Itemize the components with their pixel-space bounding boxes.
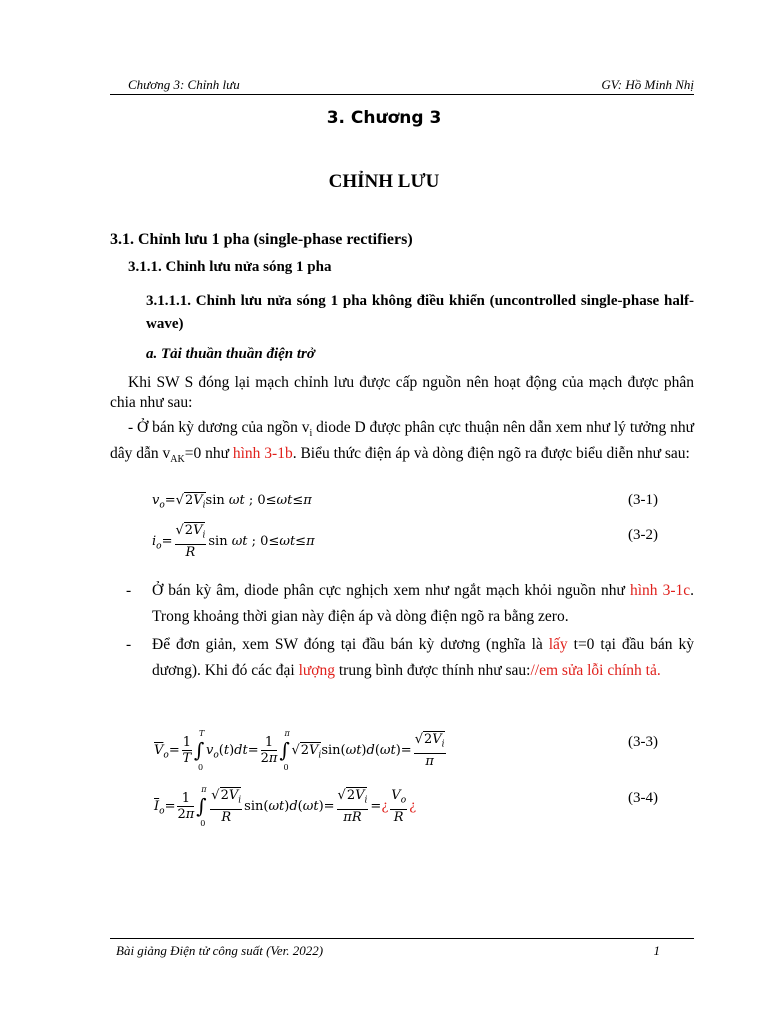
equation-3-4: $\overline{I}_o=$ $\frac{1}{2\pi}$ ∫ π 0 $\frac{√2\overline{V}_i}{R}$ sin(ωt)d(ωt)= $\frac{√2\overline{V}_i}{\pi R}$ =¿ $\frac{V_o}{R}$ ¿ (154, 785, 417, 829)
page-footer (110, 938, 694, 958)
chapter-title: CHỈNH LƯU (328, 171, 440, 192)
footer-course: Bài giảng Điện tử công suất (Ver. 2022) (116, 943, 324, 958)
red-word-luong: lượng (298, 662, 335, 679)
bullet-average-values: - Để đơn giản, xem SW đóng tại đầu bán kỳ dương (nghĩa là lấy t=0 tại đầu bán kỳ dương). Khi đó các đại lượng trung bình được thính như sau://em sửa lỗi chính tả. (126, 636, 694, 679)
bullet-negative-half: - Ở bán kỳ âm, diode phân cực nghịch xem như ngắt mạch khỏi nguồn như hình 3-1c. Trong khoảng thời gian này điện áp và dòng điện ngõ ra bằng zero. (126, 582, 694, 625)
equation-number-3-1: (3-1) (628, 492, 658, 508)
figure-ref-3-1c[interactable]: hình 3-1c (629, 582, 691, 599)
equation-3-3: $\overline{V}_o=$ $\frac{1}{T}$ ∫ T 0 $v_o(t)dt=$ $\frac{1}{2\pi}$ ∫ π 0 $√2\overline{V}_i\sin(\omega t)d(\omega t)=$ $\frac{√2\overline{V}_i}{\pi}$ (154, 729, 445, 773)
figure-ref-3-1b[interactable]: hình 3-1b (232, 445, 293, 463)
heading-3-1-1: 3.1.1. Chỉnh lưu nửa sóng 1 pha (128, 259, 332, 275)
red-word-lay: lấy (548, 636, 568, 653)
heading-a: a. Tải thuần thuần điện trở (146, 346, 315, 362)
page-header (110, 76, 694, 95)
equation-number-3-2: (3-2) (628, 527, 658, 543)
equation-3-1: $v_o=√2\overline{V}_i\sin$ ωt ; 0≤ωt≤π (152, 493, 312, 511)
header-chapter: Chương 3: Chỉnh lưu (128, 77, 240, 92)
equation-number-3-4: (3-4) (628, 790, 658, 806)
paragraph-intro: Khi SW S đóng lại mạch chỉnh lưu được cấp nguồn nên hoạt động của mạch được phân chia như sau: (110, 374, 694, 411)
page-number: 1 (653, 943, 660, 958)
header-lecturer: GV: Hồ Minh Nhị (601, 77, 694, 92)
heading-3-1: 3.1. Chỉnh lưu 1 pha (single-phase rectifiers) (110, 231, 413, 248)
equation-number-3-3: (3-3) (628, 734, 658, 750)
paragraph-positive-half: - Ở bán kỳ dương của ngồn $v_i$ diode D được phân cực thuận nên dẫn xem như lý tưởng như dây dẫn $v_{AK}=0$ như hình 3-1b. Biểu thức điện áp và dòng điện ngõ ra được biểu diễn như sau: (110, 419, 694, 466)
heading-3-1-1-1: 3.1.1.1. Chỉnh lưu nửa sóng 1 pha không điều khiển (uncontrolled single-phase half- wave) (146, 293, 694, 332)
chapter-number: 3. Chương 3 (326, 108, 442, 128)
equation-3-2: $i_o=$ $\frac{√2\overline{V}_i}{R}$ sin ωt ; 0≤ωt≤π (152, 523, 315, 560)
editor-comment: //em sửa lỗi chính tả. (530, 662, 661, 679)
